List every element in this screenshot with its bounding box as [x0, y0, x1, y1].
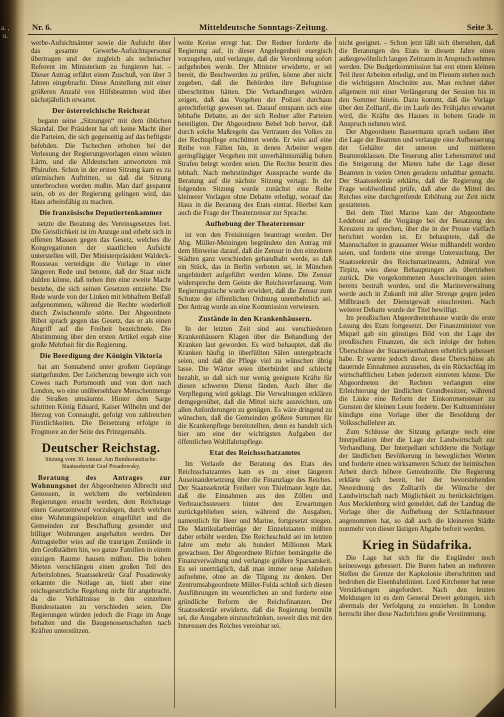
article-paragraph: weite Kreise erregt hat. Der Redner forderte die Regierung auf, in dieser Angelegenheit energisch vorzugehen, und verlangte, daß die Verordnung sofort aufgehoben werde. Der Minister erwiderte, er sei bereit, die Beschwerden zu prüfen, könne aber nicht zugeben, daß die Behörden ihre Befugnisse überschritten hätten. Die Verhandlungen würden zeigen, daß das Vorgehen der Polizei durchaus gerechtfertigt gewesen sei. Darauf entspann sich eine lebhafte Debatte, an der sich Redner aller Parteien beteiligten. Der Abgeordnete Bebel hob hervor, daß durch solche Maßregeln das Vertrauen des Volkes zu der Rechtspflege erschüttert werde. Er wies auf eine Reihe von Fällen hin, in denen Arbeiter wegen geringfügiger Vergehen mit unverhältnismäßig hohen Strafen belegt worden seien. Die Rechte bestritt dies lebhaft. Nach mehrstündiger Aussprache wurde die Beratung auf die nächste Sitzung vertagt. In der folgenden Sitzung wurde zunächst eine Reihe kleinerer Vorlagen ohne Debatte erledigt, worauf das Haus in die Beratung des Etats eintrat. Hierbei kam auch die Frage der Theaterzensur zur Sprache.: [178, 39, 332, 217]
page-corner-curl: [474, 687, 504, 717]
header-rule: [28, 34, 498, 35]
masthead-title: Mitteldeutsche Sonntags-Zeitung.: [199, 22, 328, 32]
column-2: [178, 39, 332, 630]
column-divider: [174, 37, 175, 708]
article-paragraph: Bei dem Titel Marine kam der Abgeordnete Ledebour auf die Vorgänge bei der Besatzung des Kreuzers zu sprechen, über die in der Presse vielfach berichtet worden ist. Er behauptete, daß die Mannschaften in grausamer Weise mißhandelt worden seien, und forderte eine strenge Untersuchung. Der Staatssekretär des Reichsmarineamts, Admiral von Tirpitz, wies diese Behauptungen als übertrieben zurück. Die vorgekommenen Ausschreitungen seien bereits bestraft worden, und die Marineverwaltung werde auch in Zukunft mit aller Strenge gegen jeden Mißbrauch der Dienstgewalt einschreiten. Nach weiterer Debatte wurde der Titel bewilligt.: [339, 208, 495, 315]
section-heading: Die Beerdigung der Königin Viktoria: [39, 351, 163, 361]
article-paragraph: nicht geeignet. – Schon jetzt läßt sich übersehen, daß die Beratungen des Etats in diesem Jahre einen außergewöhnlich langen Zeitraum in Anspruch nehmen werden. Die Budgetkommission hat erst einen kleinen Teil ihrer Arbeiten erledigt, und im Plenum stehen noch die wichtigsten Abschnitte aus. Man rechnet daher allgemein mit einer Verlängerung der Session bis in den Sommer hinein. Dazu kommt, daß die Vorlage über den Zolltarif, die im Laufe des Frühjahrs erwartet wird, die Kräfte des Hauses in hohem Grade in Anspruch nehmen wird.: [339, 39, 495, 128]
article-paragraph: hat am Sonnabend unter großem Gepränge stattgefunden. Der Leichenzug bewegte sich von Cowes nach Portsmouth und von dort nach London, wo eine unübersehbare Menschenmenge die Straßen umsäumte. Hinter dem Sarge schritten König Eduard, Kaiser Wilhelm und der Herzog von Connaught, gefolgt von zahlreichen Fürstlichkeiten. Die Beisetzung erfolgte in Frogmore an der Seite des Prinzgemahls.: [31, 362, 171, 436]
article-title: Deutscher Reichstag.: [41, 440, 161, 455]
article-paragraph: ist von den Freisinnigen beantragt worden. Der Abg. Müller-Meiningen begründete den Antrag mit dem Hinweise darauf, daß die Zensur in den einzelnen Städten ganz verschieden gehandhabt werde, so daß ein Stück, das in Berlin verboten sei, in München ungehindert aufgeführt werden könne. Die Zensur widerspreche dem Geiste der Reichsverfassung. Vom Regierungstische wurde erwidert, daß die Zensur zum Schutze der öffentlichen Ordnung unentbehrlich sei. Der Antrag wurde an eine Kommission verwiesen.: [178, 230, 332, 312]
column-3: [339, 39, 495, 618]
article-paragraph: begann seine „Sitzungen“ mit dem üblichen Skandal. Der Präsident hat oft keine Macht über die Parteien, die sich gegenseitig auf das heftigste befehden. Die Tschechen erhoben bei der Verlesung der Regierungsvorlagen einen wüsten Lärm, und die Alldeutschen antworteten mit Pfuirufen. Schon in der ersten Sitzung kam es zu stürmischen Auftritten, so daß die Sitzung unterbrochen werden mußte. Man darf gespannt sein, ob es der Regierung gelingen wird, das Haus arbeitsfähig zu machen.: [31, 117, 171, 207]
article-subtitle: Sitzung vom 30. Januar. Am Bundesratstische: Staatssekretär Graf Posadowsky.: [45, 456, 157, 470]
issue-number: Nr. 6.: [32, 22, 52, 32]
article-paragraph: Zum Schlusse der Sitzung gelangte noch eine Interpellation über die Lage der Landwirtschaft zur Verhandlung. Der Interpellant schilderte die Notlage der ländlichen Bevölkerung in beweglichen Worten und forderte einen wirksameren Schutz der heimischen Arbeit durch höhere Getreidezölle. Die Regierung erklärte sich bereit, bei der bevorstehenden Neuordnung des Zolltarifs die Wünsche der Landwirtschaft nach Möglichkeit zu berücksichtigen. Aus Mecklenburg wird gemeldet, daß der Landtag die Vorlage über die Aufhebung der Schlachtsteuer angenommen hat, so daß auch die kleineren Städte nunmehr von dieser lästigen Abgabe befreit werden.: [339, 427, 495, 533]
article-paragraph: In der letzten Zeit sind aus verschiedenen Krankenhäusern Klagen über die Behandlung der Kranken laut geworden. Es wird behauptet, daß die Kranken häufig in überfüllten Sälen untergebracht seien, und daß die Pflege viel zu wünschen übrig lasse. Die Wärter seien überbürdet und schlecht bezahlt, so daß sich nur wenig geeignete Kräfte für diesen schweren Dienst fänden. Auch über die Verpflegung wird geklagt. Die Verwaltungen erklären demgegenüber, daß die Mittel nicht ausreichten, um allen Anforderungen zu genügen. Es wäre dringend zu wünschen, daß die Gemeinden größere Summen für die Krankenpflege bereitstellten, denn es handelt sich hier um eine der wichtigsten Aufgaben der öffentlichen Wohlfahrtspflege.: [178, 325, 332, 447]
paragraph-body: der Abgeordneten Albrecht und Genossen, in welchem die verbündeten Regierungen ersucht werden, dem Reichstage einen Gesetzentwurf vorzulegen, durch welchen eine Wohnungsinspektion eingeführt und die Gemeinden zur Beschaffung gesunder und billiger Wohnungen angehalten werden. Der Antragsteller wies auf die traurigen Zustände in den Großstädten hin, wo ganze Familien in einem einzigen Raume hausen müßten. Die hohen Mieten verschlängen einen großen Teil des Arbeitslohnes. Staatssekretär Graf Posadowsky erkannte die Notlage an, hielt aber eine reichsgesetzliche Regelung nicht für angebracht, da die Verhältnisse in den einzelnen Bundesstaaten zu verschieden seien. Die Regierungen würden jedoch die Frage im Auge behalten und die Baugenossenschaften nach Kräften unterstützen.: [31, 481, 172, 636]
paragraph-lead-in: Beratung des Antrages zur Wohnungsnot: [31, 473, 171, 490]
column-1: [31, 39, 171, 636]
column-divider: [335, 37, 336, 708]
margin-fragment: a. ,: [1, 24, 10, 32]
section-heading: Etat des Reichsschatzamtes: [209, 448, 301, 458]
article-paragraph: [31, 474, 171, 636]
article-paragraph: werbe-Aufsichtsämter sowie die Aufsicht über das gesamte Gewerbe-Aufsichtspersonal übertragen und der zugleich als technischer Referent im Ministerium zu fungieren hat. – Dieser Antrag erfährt einen Zuschuß, von über 3 Jahren eingebracht. Diese Anstellung mit einer größeren Anzahl von Hilfsbeamten wird über nächstjährlich erwartet.: [31, 39, 171, 104]
margin-fragment: u.: [3, 32, 9, 40]
section-heading: Die französische Deputiertenkammer: [39, 208, 163, 218]
article-title: Krieg in Südafrika.: [362, 537, 472, 552]
section-heading: Aufhebung der Theaterzensur: [205, 219, 305, 229]
article-paragraph: Im Verlaufe der Beratung des Etats des Reichsschatzamtes kam es zu einer längeren Auseinandersetzung über die Finanzlage des Reiches. Der Staatssekretär Freiherr von Thielmann legte dar, daß die Einnahmen aus den Zöllen und Verbrauchssteuern hinter den Erwartungen zurückgeblieben seien, während die Ausgaben, namentlich für Heer und Marine, fortgesetzt stiegen. Die Matrikularbeiträge der Einzelstaaten müßten daher erhöht werden. Die Reichsschuld sei im letzten Jahre um mehr als hundert Millionen Mark gewachsen. Der Abgeordnete Richter bemängelte die Finanzverwaltung und verlangte größere Sparsamkeit. Es sei unerträglich, daß man immer neue Anleihen aufnehme, ohne an die Tilgung zu denken. Der Zentrumsabgeordnete Müller-Fulda schloß sich diesen Ausführungen im wesentlichen an und forderte eine gründliche Reform der Reichsfinanzen. Der Staatssekretär erwiderte, daß die Regierung bemüht sei, die Ausgaben einzuschränken, soweit dies mit den Interessen des Reiches vereinbar sei.: [178, 459, 332, 630]
article-paragraph: setzte die Beratung des Vereinsgesetzes fort. Die Geistlichkeit ist im Anzuge und erhebt sich in offenen Massen gegen das Gesetz, welches die Kongregationen der staatlichen Aufsicht unterstellen will. Der Ministerpräsident Waldeck-Rousseau verteidigte die Vorlage in einer längeren Rede und betonte, daß der Staat nicht dulden könne, daß neben ihm eine zweite Macht bestehe, die sich seinen Gesetzen entziehe. Die Rede wurde von der Linken mit lebhaftem Beifall aufgenommen, während die Rechte wiederholt durch Zwischenrufe störte. Der Abgeordnete Ribot sprach gegen das Gesetz, das er als einen Angriff auf die Freiheit bezeichnete. Die Abstimmung über den ersten Artikel ergab eine große Mehrheit für die Regierung.: [31, 219, 171, 350]
article-paragraph: Die Lage hat sich für die Engländer noch keineswegs gebessert. Die Buren haben an mehreren Stellen die Grenze der Kapkolonie überschritten und bedrohen die Eisenbahnlinien. Lord Kitchener hat neue Verstärkungen angefordert. Nach den letzten Meldungen ist es dem General Dewet gelungen, sich abermals der Verfolgung zu entziehen. In London herrscht über diese Nachrichten große Verstimmung.: [339, 553, 495, 619]
article-paragraph: Im preußischen Abgeordnetenhause wurde die erste Lesung des Etats fortgesetzt. Der Finanzminister von Miquel gab ein günstiges Bild von der Lage der preußischen Finanzen, die sich infolge der hohen Überschüsse der Staatseisenbahnen erheblich gebessert habe. Er warnte jedoch davor, diese Überschüsse als dauernde Einnahmen anzusehen, da ein Rückschlag im wirtschaftlichen Leben jederzeit eintreten könne. Die Abgeordneten der Rechten verlangten eine Erleichterung der ländlichen Grundbesitzer, während die Linke eine Reform der Einkommensteuer zu Gunsten der kleinen Leute forderte. Der Kultusminister kündigte eine Vorlage über die Besoldung der Volksschullehrer an.: [339, 314, 495, 428]
section-heading: Der österreichische Reichsrat: [52, 105, 150, 115]
article-paragraph: Der Abgeordnete Bassermann sprach sodann über die Lage der Beamten und verlangte eine Aufbesserung der Gehälter der unteren und mittleren Beamtenklassen. Die Teuerung aller Lebensmittel und die Steigerung der Mieten habe die Lage dieser Beamten in vielen Orten geradezu unhaltbar gemacht. Der Staatssekretär erklärte, daß die Regierung die Frage wohlwollend prüfe, daß aber die Mittel des Reiches eine durchgreifende Erhöhung zur Zeit nicht gestatteten.: [339, 128, 495, 209]
page-number: Seite 3.: [467, 22, 493, 32]
section-heading: Zustände in den Krankenhäusern.: [198, 313, 312, 323]
